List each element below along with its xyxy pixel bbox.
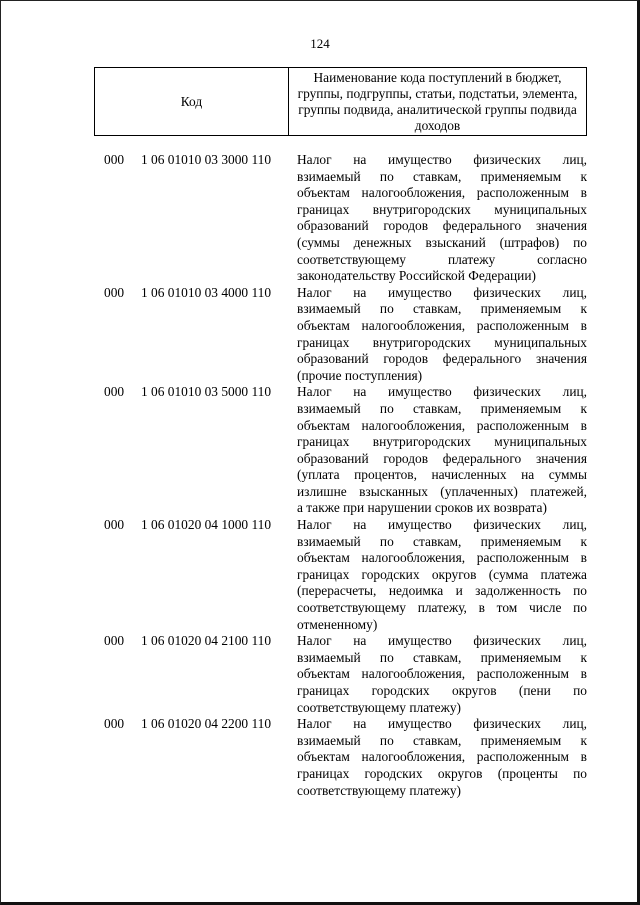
revenue-description [297,152,587,285]
administrator-code: 000 [104,517,125,533]
description-line: взимаемый по ставкам, применяемым к [297,649,587,665]
revenue-code: 1 06 01020 04 2200 110 [141,716,272,732]
description-line: взимаемый по ставкам, применяемым к [297,168,587,184]
revenue-code: 1 06 01010 03 4000 110 [141,284,272,300]
revenue-description [297,517,587,633]
revenue-description [297,716,587,799]
description-line: взимаемый по ставкам, применяемым к [297,301,587,317]
revenue-code: 1 06 01010 03 5000 110 [141,384,272,400]
revenue-code-entry [0,633,640,716]
revenue-description [297,384,587,517]
revenue-code: 1 06 01010 03 3000 110 [141,152,272,167]
revenue-code: 1 06 01020 04 1000 110 [141,517,272,533]
revenue-code-entry [0,384,640,517]
column-header-table [94,67,587,136]
description-line: законодательству Российской Федерации) [297,268,536,284]
description-line: Налог на имущество физических лиц, [297,284,587,300]
description-line: (перерасчеты, недоимка и задолженность по [297,583,587,599]
description-line: Налог на имущество физических лиц, [297,384,587,400]
description-line: Налог на имущество физических лиц, [297,716,587,732]
description-line: объектам налогообложения, расположенным в [297,317,587,333]
description-line: Налог на имущество физических лиц, [297,633,587,649]
description-line: границах внутригородских муниципальных [297,201,587,217]
description-line: отмененному) [297,616,378,632]
description-line: соответствующему платежу) [297,699,461,715]
description-line: границах городских округов (пени по [297,683,587,698]
name-column-header: Наименование кода поступлений в бюджет, группы, подгруппы, статьи, подстатьи, элемента, группы подвида, аналитической группы подвида доходов [289,68,587,136]
description-line: (суммы денежных взысканий (штрафов) по [297,234,587,250]
description-line: границах внутригородских муниципальных [297,434,587,450]
description-line: объектам налогообложения, расположенным в [297,185,587,201]
description-line: объектам налогообложения, расположенным в [297,550,587,566]
description-line: взимаемый по ставкам, применяемым к [297,732,587,748]
administrator-code: 000 [104,152,125,167]
description-line: границах внутригородских муниципальных [297,334,587,350]
revenue-code-entry [0,152,640,285]
description-line: (прочие поступления) [297,367,423,383]
description-line: образований городов федерального значения [297,450,587,466]
administrator-code: 000 [104,633,125,649]
page-number: 124 [310,36,330,51]
administrator-code: 000 [104,284,125,300]
description-line: а также при нарушении сроков их возврата) [297,500,547,516]
revenue-code-entry [0,716,640,799]
description-line: взимаемый по ставкам, применяемым к [297,400,587,416]
administrator-code: 000 [104,384,125,400]
description-line: образований городов федерального значения [297,351,587,367]
revenue-description [297,633,587,716]
description-line: взимаемый по ставкам, применяемым к [297,533,587,549]
description-line: соответствующему платежу согласно [297,251,587,267]
code-column-header: Код [95,68,289,136]
revenue-code-entry [0,517,640,633]
description-line: соответствующему платежу) [297,782,461,798]
description-line: образований городов федерального значения [297,218,587,234]
administrator-code: 000 [104,716,125,732]
description-line: (уплата процентов, начисленных на суммы [297,467,587,483]
description-line: Налог на имущество физических лиц, [297,517,587,533]
description-line: объектам налогообложения, расположенным в [297,749,587,765]
description-line: соответствующему платежу, в том числе по [297,600,587,616]
description-line: Налог на имущество физических лиц, [297,152,587,167]
revenue-code-list [0,152,640,799]
revenue-code-entry [0,285,640,385]
description-line: объектам налогообложения, расположенным в [297,417,587,433]
description-line: излишне взысканных (уплаченных) платежей, [297,483,587,499]
revenue-code: 1 06 01020 04 2100 110 [141,633,272,649]
description-line: границах городских округов (сумма платежа [297,566,587,582]
revenue-description [297,285,587,385]
description-line: границах городских округов (проценты по [297,765,587,781]
description-line: объектам налогообложения, расположенным в [297,666,587,682]
